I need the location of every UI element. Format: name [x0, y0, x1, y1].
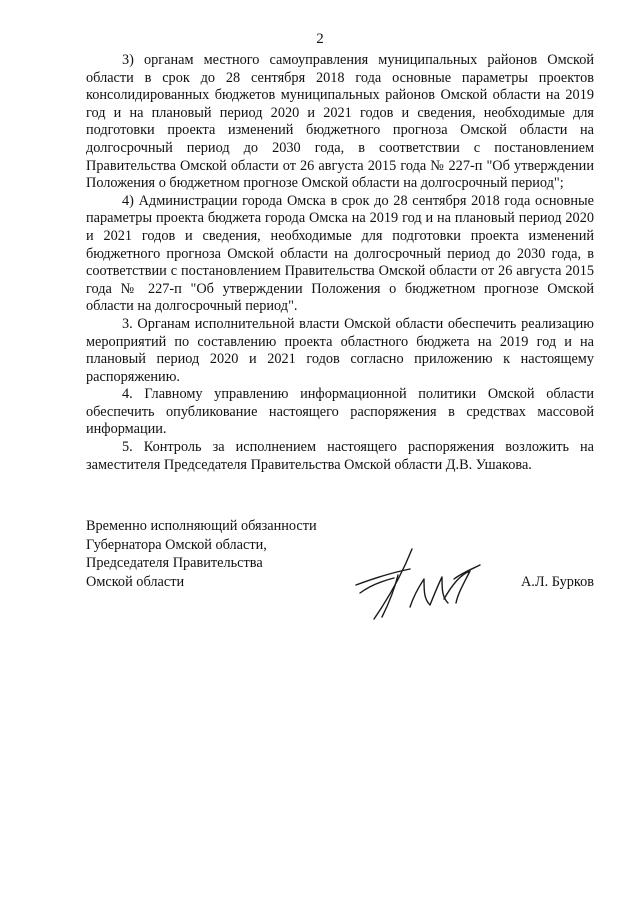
signatory-title-line: Губернатора Омской области,: [86, 536, 267, 553]
paragraph-item-3: 3. Органам исполнительной власти Омской области обеспечить реализацию мероприятий по составлению проекта областного бюджета на 2019 год и на плановый период 2020 и 2021 годов согласно приложению к настоящему распоряжению.: [86, 315, 594, 385]
document-body: [86, 52, 594, 474]
signatory-name: А.Л. Бурков: [520, 574, 594, 590]
paragraph-item-4: 4. Главному управлению информационной политики Омской области обеспечить опубликование настоящего распоряжения в средствах массовой информации.: [86, 386, 594, 438]
page-number: 2: [316, 31, 324, 47]
signatory-title-line: Омской области: [86, 573, 185, 590]
signatory-title-line: Временно исполняющий обязанности: [86, 518, 317, 534]
signatory-title-line: Председателя Правительства: [86, 555, 263, 571]
paragraph-clause-3-sub: 3) органам местного самоуправления муниципальных районов Омской области в срок до 28 сентября 2018 года основные параметры проектов консолидированных бюджетов муниципальных районов Омской области на 2019 год и на плановый период 2020 и 2021 годов и сведения, необходимые для подготовки проекта изменений бюджетного прогноза Омской области на долгосрочный период до 2030 года, в соответствии с постановлением Правительства Омской области от 26 августа 2015 года № 227-п "Об утверждении Положения о бюджетном прогнозе Омской области на долгосрочный период";: [86, 52, 594, 192]
paragraph-clause-4-sub: 4) Администрации города Омска в срок до 28 сентября 2018 года основные параметры проекта бюджета города Омска на 2019 год и на плановый период 2020 и 2021 годов и сведения, необходимые для подготовки проекта изменений бюджетного прогноза Омской области на долгосрочный период до 2030 года, в соответствии с постановлением Правительства Омской области от 26 августа 2015 года № 227-п "Об утверждении Положения о бюджетном прогнозе Омской области на долгосрочный период".: [86, 192, 594, 315]
signature-block: [86, 517, 594, 627]
paragraph-item-5: 5. Контроль за исполнением настоящего распоряжения возложить на заместителя Председателя Правительства Омской области Д.В. Ушакова.: [86, 439, 594, 473]
handwritten-signature-icon: [338, 535, 488, 625]
